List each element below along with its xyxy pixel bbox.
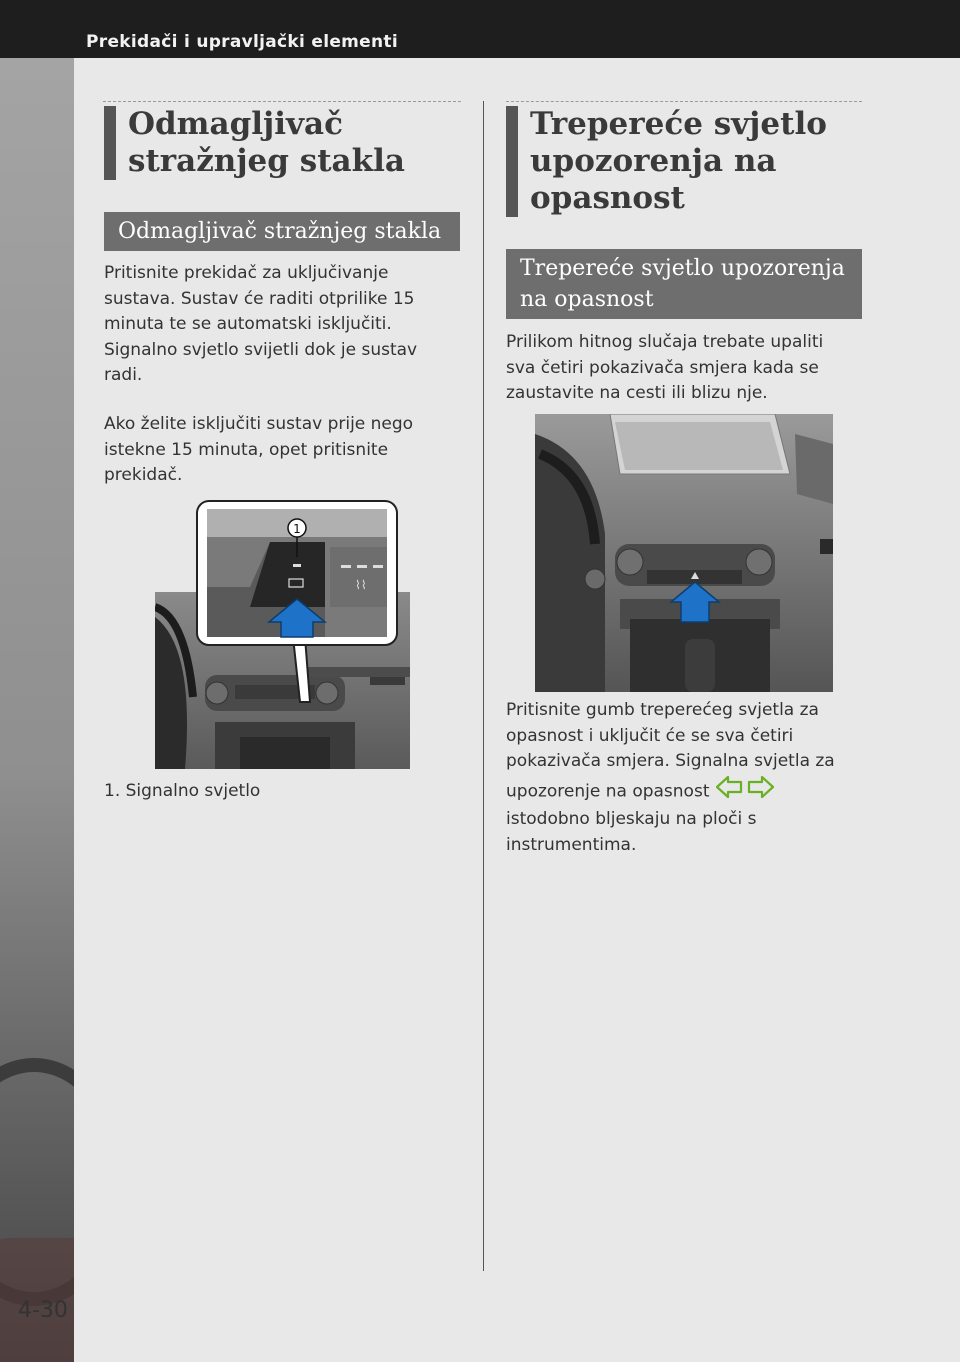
figure-caption: 1. Signalno svjetlo — [104, 781, 261, 801]
left-divider — [103, 101, 461, 102]
hazard-switch-illustration — [535, 414, 833, 692]
sidebar-decoration — [0, 58, 74, 1362]
subheading-rear-defogger: Odmagljivač stražnjeg stakla — [104, 212, 460, 251]
column-rule — [483, 101, 484, 1271]
callout-number: 1 — [293, 522, 301, 536]
section-heading-hazard-lights: Trepereće svjetlo upozorenja na opasnost — [506, 106, 860, 217]
section-heading-rear-defogger: Odmagljivač stražnjeg stakla — [104, 106, 468, 180]
svg-text:⌇⌇: ⌇⌇ — [355, 578, 367, 592]
right-divider — [506, 101, 862, 102]
paragraph-defogger-1: Pritisnite prekidač za uključivanje sustava. Sustav će raditi otprilike 15 minuta te se automatski isključiti. Signalno svjetlo svijetli dok je sustav radi. — [104, 263, 418, 385]
green-turn-signal-arrows-icon — [715, 775, 775, 808]
defogger-switch-illustration — [155, 497, 410, 769]
paragraph-hazard-2 — [506, 698, 856, 858]
subheading-hazard-lights: Trepereće svjetlo upozorenja na opasnost — [506, 249, 862, 319]
paragraph-defogger-2: Ako želite isključiti sustav prije nego istekne 15 minuta, opet pritisnite prekidač. — [104, 414, 414, 485]
paragraph-hazard-2-text: Pritisnite gumb treperećeg svjetla za opasnost i uključit će se sva četiri pokazivača smjera. Signalna svjetla za upozorenje na opasnost — [506, 700, 835, 801]
paragraph-hazard-1: Prilikom hitnog slučaja trebate upaliti sva četiri pokazivača smjera kada se zaustavite na cesti ili blizu nje. — [506, 332, 824, 403]
page-number: 4-30 — [18, 1298, 68, 1323]
header-bar — [0, 0, 960, 58]
paragraph-hazard-2-end: istodobno bljeskaju na ploči s instrumentima. — [506, 809, 757, 855]
header-title: Prekidači i upravljački elementi — [86, 32, 398, 52]
